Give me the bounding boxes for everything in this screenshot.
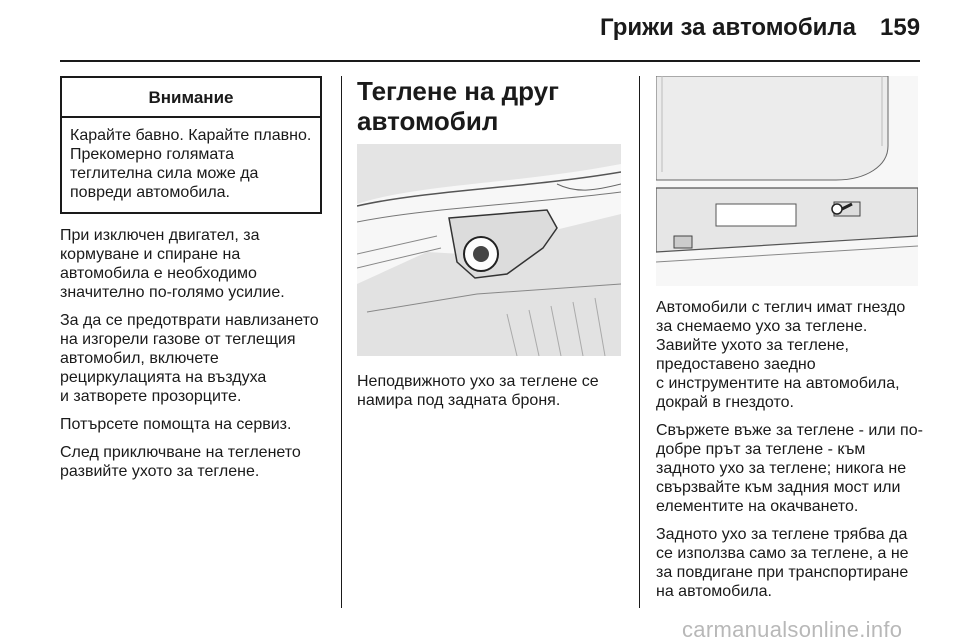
paragraph: Потърсете помощта на сервиз. bbox=[60, 416, 292, 433]
paragraph: След приключване на тегленето развийте ухото за теглене. bbox=[60, 444, 301, 480]
illustration-svg bbox=[357, 144, 621, 356]
paragraph: При изключен двигател, за кормуване и спиране на автомобила е необходимо значително по-голямо усилие. bbox=[60, 227, 285, 301]
rear-tow-eye-socket-illustration bbox=[656, 76, 918, 286]
watermark: carmanualsonline.info bbox=[682, 617, 903, 642]
page-number: 159 bbox=[880, 14, 921, 41]
paragraph: За да се предотврати навлизането на изгорели газове от теглещия автомобил, включете рециркулацията на въздуха и затворете прозорците. bbox=[60, 312, 319, 405]
warning-box bbox=[60, 76, 322, 214]
warning-text: Карайте бавно. Карайте плавно. Прекомерно голямата теглителна сила може да повреди автомобила. bbox=[70, 127, 312, 201]
column-divider-2 bbox=[639, 76, 640, 608]
illustration-svg bbox=[656, 76, 918, 286]
column-left bbox=[60, 76, 328, 490]
section-heading: Теглене на друг автомобил bbox=[357, 76, 559, 136]
column-middle bbox=[357, 76, 625, 419]
header-divider bbox=[60, 60, 920, 62]
warning-title: Внимание bbox=[62, 78, 320, 118]
image-caption: Неподвижното ухо за теглене се намира под задната броня. bbox=[357, 373, 599, 409]
paragraph: Задното ухо за теглене трябва да се използва само за теглене, а не за повдигане при транспортиране на автомобила. bbox=[656, 526, 909, 600]
section-header-title: Грижи за автомобила bbox=[600, 14, 857, 41]
column-right bbox=[656, 76, 924, 610]
paragraph: Свържете въже за теглене - или по- добре прът за теглене - към задното ухо за теглене; никога не свързвайте към задния мост или елементите на окачването. bbox=[656, 422, 923, 515]
paragraph: Автомобили с теглич имат гнездо за снемаемо ухо за теглене. Завийте ухото за теглене, предоставено заедно с инструментите на автомобила, докрай в гнездото. bbox=[656, 299, 906, 411]
tow-eye-under-bumper-illustration bbox=[357, 144, 621, 356]
column-divider-1 bbox=[341, 76, 342, 608]
